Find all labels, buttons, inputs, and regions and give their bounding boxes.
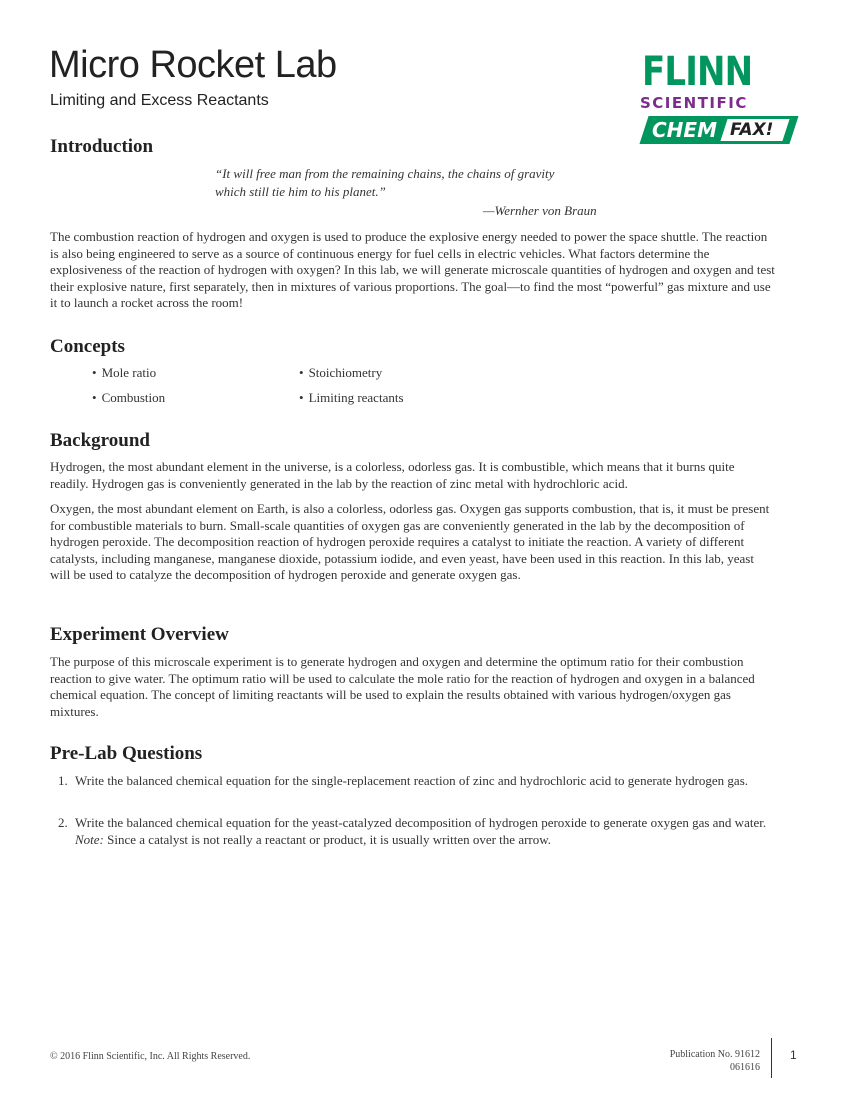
copyright: © 2016 Flinn Scientific, Inc. All Rights Reserved. (50, 1051, 251, 1062)
concept-item: • Mole ratio (92, 365, 157, 380)
logo-fax-text: FAX! (730, 120, 774, 140)
concept-item: • Combustion (92, 390, 166, 405)
page-number: 1 (790, 1048, 797, 1062)
background-paragraph-1: Hydrogen, the most abundant element in the universe, is a colorless, odorless gas. It is combustible, which means that it burns quite readily. Hydrogen gas is conveniently generated in the lab by the reaction of zinc metal with hydrochloric acid. (50, 459, 735, 491)
page-subtitle: Limiting and Excess Reactants (50, 92, 269, 109)
page-title: Micro Rocket Lab (49, 44, 337, 86)
prelab-heading: Pre-Lab Questions (50, 743, 203, 764)
quote-line-1: “It will free man from the remaining chains, the chains of gravity (215, 166, 555, 181)
quote-attribution: —Wernher von Braun (483, 203, 597, 218)
background-paragraph-2: Oxygen, the most abundant element on Earth, is also a colorless, odorless gas. Oxygen gas supports combustion, that is, it must be present for combustible materials to burn. Small-scale quantities of oxygen gas are conveniently generated in the lab by the decomposition of hydrogen peroxide. The decomposition reaction of hydrogen peroxide requires a catalyst to initiate the reaction. A variety of different catalysts, including manganese, manganese dioxide, potassium iodide, and even yeast, have been used in this reaction. In this lab, yeast will be used to catalyze the decomposition of hydrogen peroxide and generate oxygen gas. (50, 501, 770, 582)
logo-chem-text: CHEM (652, 118, 717, 142)
concept-item: • Stoichiometry (299, 365, 383, 380)
publication-info (620, 1048, 760, 1074)
background-heading: Background (50, 430, 150, 451)
quote-line-2: which still tie him to his planet.” (215, 184, 386, 199)
logo-flinn-text: FLINN (642, 49, 753, 95)
overview-paragraph: The purpose of this microscale experiment is to generate hydrogen and oxygen and determine the optimum ratio for their combustion reaction to give water. The optimum ratio will be used to calculate the mole ratio for the reaction of hydrogen and oxygen in a balanced chemical equation. The concept of limiting reactants will be used to explain the results obtained with various hydrogen/oxygen gas mixtures. (50, 654, 755, 719)
flinn-logo (640, 50, 800, 150)
overview-heading: Experiment Overview (50, 624, 229, 645)
publication-code: 061616 (730, 1062, 760, 1073)
intro-quote (215, 165, 615, 201)
concept-item: • Limiting reactants (299, 390, 404, 405)
intro-paragraph: The combustion reaction of hydrogen and oxygen is used to produce the explosive energy needed to power the space shuttle. The reaction is also being engineered to serve as a source of continuous energy for fuel cells in electric vehicles. What factors determine the explosiveness of the reaction of hydrogen with oxygen? In this lab, we will generate microscale quantities of hydrogen and oxygen and test their explosive nature, first separately, then in mixtures of various proportions. The goal—to find the most “powerful” gas mixture and use it to launch a rocket across the room! (50, 229, 775, 310)
footer-divider (771, 1038, 772, 1078)
logo-scientific-text: SCIENTIFIC (640, 94, 748, 112)
concepts-heading: Concepts (50, 336, 125, 357)
introduction-heading: Introduction (50, 136, 154, 157)
prelab-question-1: 1. Write the balanced chemical equation for the single-replacement reaction of zinc and hydrochloric acid to generate hydrogen gas. (58, 773, 749, 788)
prelab-question-2: 2. Write the balanced chemical equation for the yeast-catalyzed decomposition of hydrogen peroxide to generate oxygen gas and water. Note: Since a catalyst is not really a reactant or product, it is usually written over the arrow. (58, 815, 767, 847)
publication-number: Publication No. 91612 (669, 1049, 760, 1060)
